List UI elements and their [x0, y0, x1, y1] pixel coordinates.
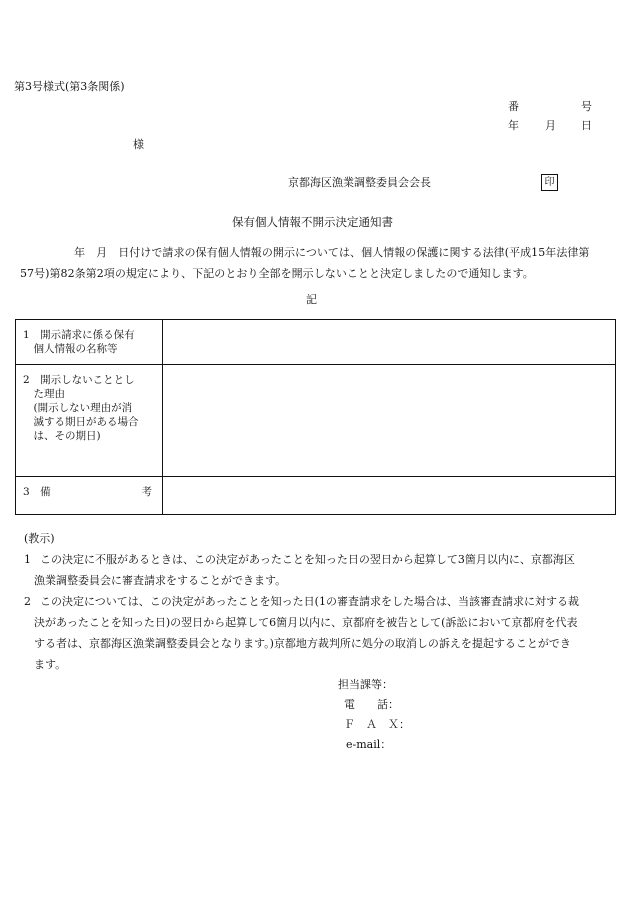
note-continuation: 漁業調整委員会に審査請求をすることができます。	[34, 574, 287, 587]
note-first-line: この決定については、この決定があったことを知った日(1の審査請求をした場合は、当該審査請求に対する裁	[40, 595, 579, 608]
note-item	[24, 549, 624, 591]
body-paragraph	[20, 242, 620, 284]
note-continuation: ます。	[34, 658, 67, 671]
number-label-go: 号	[581, 100, 592, 113]
body-line-2: 57号)第82条第2項の規定により、下記のとおり全部を開示しないことと決定しましたので通知します。	[20, 267, 534, 280]
table-row	[16, 320, 616, 365]
date-label-day: 日	[581, 119, 592, 132]
document-title: 保有個人情報不開示決定通知書	[232, 215, 393, 229]
row-label-line: 滅する期日がある場合	[23, 416, 139, 428]
issuer-name: 京都海区漁業調整委員会会長	[288, 176, 431, 189]
recipient-suffix: 様	[133, 138, 144, 151]
contact-dept-label: 担当課等：	[338, 678, 393, 691]
form-number: 第3号様式(第3条関係)	[14, 80, 125, 93]
row-label-line: 2 開示しないこととし	[23, 374, 135, 386]
row-value[interactable]	[163, 365, 616, 477]
contact-email	[338, 735, 410, 755]
row-label-right: 考	[141, 486, 152, 498]
table-row	[16, 365, 616, 477]
note-number: 1	[24, 553, 31, 566]
number-label-ban: 番	[508, 100, 519, 113]
contact-phone-label: 電 話：	[344, 698, 399, 711]
table-row	[16, 477, 616, 515]
row-label	[16, 365, 163, 477]
decision-table	[15, 319, 616, 515]
row-label	[16, 477, 163, 515]
row-label-left: 3 備	[23, 486, 51, 498]
row-label	[16, 320, 163, 365]
row-label-line: は、その期日)	[23, 430, 101, 442]
note-item	[24, 591, 624, 675]
date-label-month: 月	[545, 119, 556, 132]
row-label-line: た理由	[23, 388, 65, 400]
ki-heading: 記	[306, 293, 317, 306]
note-continuation: する者は、京都海区漁業調整委員会となります。)京都地方裁判所に処分の取消しの訴えを提起することができ	[34, 637, 571, 650]
row-label-line: 1 開示請求に係る保有	[23, 329, 135, 341]
body-line-1: 年 月 日付けで請求の保有個人情報の開示については、個人情報の保護に関する法律(平成15年法律第	[74, 246, 590, 259]
contact-email-label: e-mail：	[346, 738, 392, 751]
contact-dept	[338, 675, 410, 695]
contact-fax-label: Ｆ Ａ Ｘ：	[344, 718, 410, 731]
contact-fax	[338, 715, 410, 735]
contact-block	[338, 675, 410, 755]
notes-heading: (教示)	[24, 532, 55, 545]
note-number: 2	[24, 595, 31, 608]
notes-section	[24, 528, 624, 675]
row-label-line: 個人情報の名称等	[23, 343, 118, 355]
date-label-year: 年	[508, 119, 519, 132]
row-value[interactable]	[163, 320, 616, 365]
row-value[interactable]	[163, 477, 616, 515]
note-first-line: この決定に不服があるときは、この決定があったことを知った日の翌日から起算して3箇月以内に、京都海区	[40, 553, 575, 566]
note-continuation: 決があったことを知った日)の翌日から起算して6箇月以内に、京都府を被告として(訴訟において京都府を代表	[34, 616, 578, 629]
contact-phone	[338, 695, 410, 715]
row-label-line: (開示しない理由が消	[23, 402, 133, 414]
seal-mark: 印	[541, 174, 558, 191]
